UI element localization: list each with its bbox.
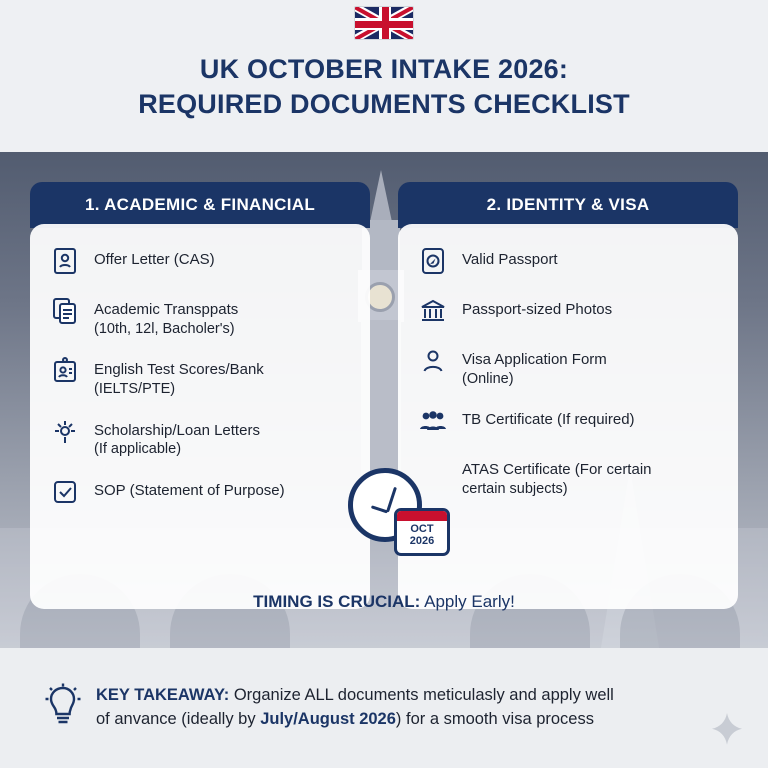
list-item[interactable] (416, 346, 720, 388)
footer-line2-b: ) for a smooth visa process (395, 710, 594, 728)
list-item-text (94, 417, 260, 459)
list-item-text (462, 346, 607, 388)
list-item-label: TB Certificate (If required) (462, 411, 635, 429)
footer-text (96, 684, 614, 732)
calendar-badge (394, 508, 450, 556)
list-item-label: Visa Application Form (462, 351, 607, 368)
list-item-text (94, 296, 238, 338)
page-title (138, 52, 630, 121)
passport-icon (416, 244, 450, 278)
list-item-text (94, 477, 285, 501)
list-item-sub: (IELTS/PTE) (94, 380, 176, 397)
calendar-year: 2026 (409, 535, 435, 547)
panel-academic-financial (30, 182, 370, 630)
list-item-text (94, 356, 264, 398)
list-item[interactable] (416, 406, 720, 438)
panel-heading: 2. IDENTITY & VISA (398, 182, 738, 228)
list-item[interactable] (48, 477, 352, 509)
list-item-label: Passport-sized Photos (462, 301, 613, 318)
calendar-month: OCT (410, 523, 434, 535)
footer-line2 (96, 708, 614, 732)
list-item-label: Scholarship/Loan Letters (94, 421, 260, 439)
list-item[interactable] (48, 356, 352, 398)
documents-icon (48, 294, 82, 328)
sparkle-icon (710, 712, 744, 746)
timing-bold: TIMING IS CRUCIAL: (253, 592, 421, 611)
list-item[interactable] (48, 296, 352, 338)
user-icon (416, 344, 450, 378)
id-card-icon (48, 354, 82, 388)
calendar-bar (397, 511, 447, 521)
list-item-label: ATAS Certificate (For certain (462, 461, 652, 479)
panel-heading: 1. ACADEMIC & FINANCIAL (30, 182, 370, 228)
checkbox-icon (48, 475, 82, 509)
list-item-text (462, 246, 558, 270)
header (0, 0, 768, 152)
clock-calendar-icon (348, 468, 452, 564)
offer-letter-icon (48, 244, 82, 278)
list-item-label: Academic Transppats (94, 301, 239, 318)
list-item-sub: (If applicable) (94, 441, 182, 458)
photo-booth-icon (416, 294, 450, 328)
lightbulb-icon (40, 682, 86, 734)
page-title-line2: REQUIRED DOCUMENTS CHECKLIST (138, 88, 630, 119)
list-item-label: SOP (Statement of Purpose) (94, 482, 285, 500)
list-item-text (94, 246, 215, 270)
list-item[interactable] (48, 246, 352, 278)
list-item-sub: (Online) (462, 370, 514, 387)
list-item-sub: (10th, 12l, Bacholer's) (94, 320, 235, 337)
list-item-sub: certain subjects) (462, 480, 568, 497)
list-item-text (462, 456, 652, 498)
panel-body (30, 224, 370, 609)
list-item-label: Valid Passport (462, 251, 558, 268)
list-item-label: English Test Scores/Bank (94, 361, 264, 379)
footer-line2-bold: July/August 2026 (260, 710, 396, 728)
timing-rest: Apply Early! (420, 592, 515, 611)
list-item[interactable] (416, 296, 720, 328)
footer-lead: KEY TAKEAWAY: (96, 686, 230, 705)
list-item[interactable] (48, 417, 352, 459)
uk-flag-icon (354, 6, 414, 40)
footer-line1 (96, 684, 614, 708)
footer-line2-a: of anvance (ideally by (96, 710, 261, 728)
footer-line1-rest: Organize ALL documents meticulasly and apply well (229, 686, 614, 705)
list-item-text (462, 406, 635, 430)
list-item[interactable] (416, 246, 720, 278)
scholarship-icon (48, 415, 82, 449)
list-item-label: Offer Letter (CAS) (94, 251, 215, 268)
list-item-text (462, 296, 612, 320)
page-title-line1: UK OCTOBER INTAKE 2026: (199, 54, 569, 84)
list-item[interactable] (416, 456, 720, 498)
group-icon (416, 404, 450, 438)
footer (0, 648, 768, 768)
timing-note (30, 592, 738, 612)
